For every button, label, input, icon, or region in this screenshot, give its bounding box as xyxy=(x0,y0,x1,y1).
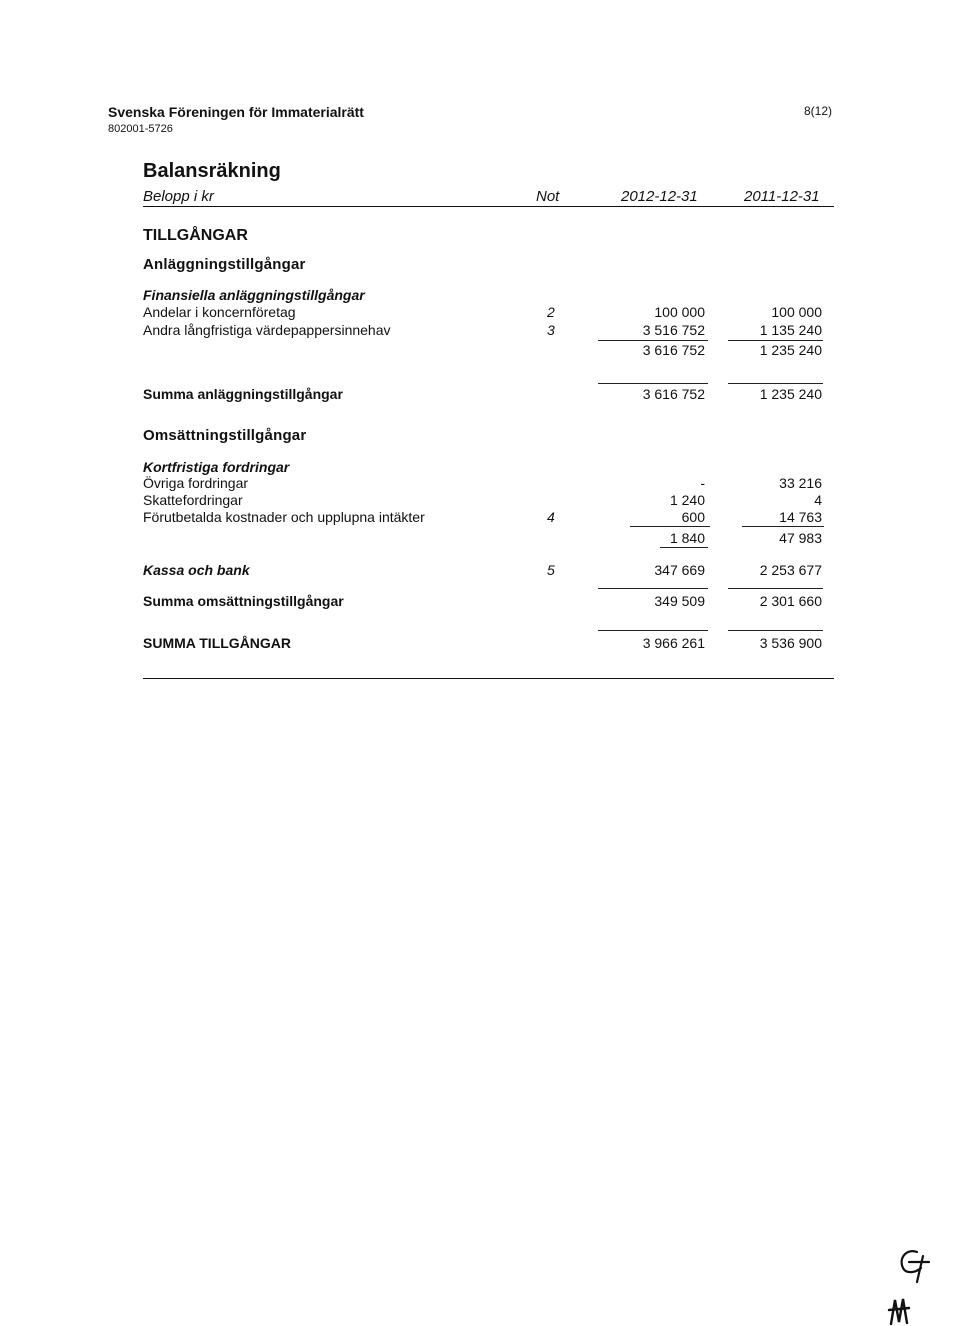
total-rule xyxy=(598,588,708,589)
total-rule xyxy=(598,630,708,631)
value-2011: 1 235 240 xyxy=(759,342,822,358)
row-label: Summa anläggningstillgångar xyxy=(143,386,343,402)
section-heading-current-assets: Omsättningstillgångar xyxy=(143,427,307,444)
row-note: 5 xyxy=(547,562,555,578)
row-label: Summa omsättningstillgångar xyxy=(143,593,344,609)
total-rule xyxy=(728,383,823,384)
subtotal-row xyxy=(143,342,834,360)
subtotal-row xyxy=(143,530,834,548)
subtotal-rule xyxy=(598,340,708,341)
subsection-heading-receivables: Kortfristiga fordringar xyxy=(143,459,290,475)
signature-initials xyxy=(887,1296,913,1326)
row-note: 2 xyxy=(547,304,555,320)
value-2012: 347 669 xyxy=(654,562,705,578)
value-2011: 33 216 xyxy=(779,475,822,491)
row-label: Andelar i koncernföretag xyxy=(143,304,296,320)
table-row xyxy=(143,492,834,510)
value-2011: 2 253 677 xyxy=(759,562,822,578)
subtotal-rule xyxy=(630,526,710,527)
value-2011: 1 135 240 xyxy=(759,322,822,338)
row-note: 3 xyxy=(547,322,555,338)
summary-row xyxy=(143,386,834,404)
subtotal-rule xyxy=(742,526,824,527)
row-label: Övriga fordringar xyxy=(143,475,249,491)
value-2012: 3 966 261 xyxy=(642,635,705,651)
value-2011: 47 983 xyxy=(779,530,822,546)
value-2012: - xyxy=(700,475,705,491)
column-header-2011: 2011-12-31 xyxy=(744,188,820,205)
column-header-label: Belopp i kr xyxy=(143,188,214,205)
page-number: 8(12) xyxy=(803,104,832,118)
grand-total-row xyxy=(143,635,834,653)
value-2011: 100 000 xyxy=(771,304,822,320)
signature-initials xyxy=(895,1246,935,1286)
value-2011: 14 763 xyxy=(779,509,822,525)
value-2012: 600 xyxy=(681,509,705,525)
total-rule xyxy=(728,588,823,589)
table-row xyxy=(143,562,834,580)
row-note: 4 xyxy=(547,509,555,525)
section-heading-assets: TILLGÅNGAR xyxy=(143,227,248,244)
row-label: Kassa och bank xyxy=(143,562,250,578)
table-row xyxy=(143,475,834,493)
organization-name: Svenska Föreningen för Immaterialrätt xyxy=(108,104,364,120)
value-2012: 3 616 752 xyxy=(642,386,705,402)
value-2012: 3 516 752 xyxy=(642,322,705,338)
total-rule xyxy=(728,630,823,631)
value-2012: 3 616 752 xyxy=(642,342,705,358)
value-2012: 1 840 xyxy=(669,530,705,546)
subtotal-rule xyxy=(660,547,708,548)
table-row xyxy=(143,509,834,527)
value-2011: 1 235 240 xyxy=(759,386,822,402)
row-label: Skattefordringar xyxy=(143,492,243,508)
table-row xyxy=(143,304,834,322)
value-2011: 3 536 900 xyxy=(759,635,822,651)
footer-rule xyxy=(143,678,834,679)
subsection-heading-financial: Finansiella anläggningstillgångar xyxy=(143,287,365,303)
value-2012: 349 509 xyxy=(654,593,705,609)
row-label: Förutbetalda kostnader och upplupna intäkter xyxy=(143,509,425,525)
page-title: Balansräkning xyxy=(143,160,281,182)
subtotal-rule xyxy=(728,340,823,341)
section-heading-fixed-assets: Anläggningstillgångar xyxy=(143,256,306,273)
value-2011: 4 xyxy=(814,492,822,508)
value-2012: 1 240 xyxy=(669,492,705,508)
summary-row xyxy=(143,593,834,611)
column-header-note: Not xyxy=(536,188,560,205)
value-2011: 2 301 660 xyxy=(759,593,822,609)
org-number: 802001-5726 xyxy=(108,123,173,135)
total-rule xyxy=(598,383,708,384)
value-2012: 100 000 xyxy=(654,304,705,320)
row-label: SUMMA TILLGÅNGAR xyxy=(143,635,292,651)
header-rule xyxy=(143,206,834,207)
column-header-2012: 2012-12-31 xyxy=(621,188,698,205)
table-row xyxy=(143,322,834,340)
row-label: Andra långfristiga värdepappersinnehav xyxy=(143,322,391,338)
